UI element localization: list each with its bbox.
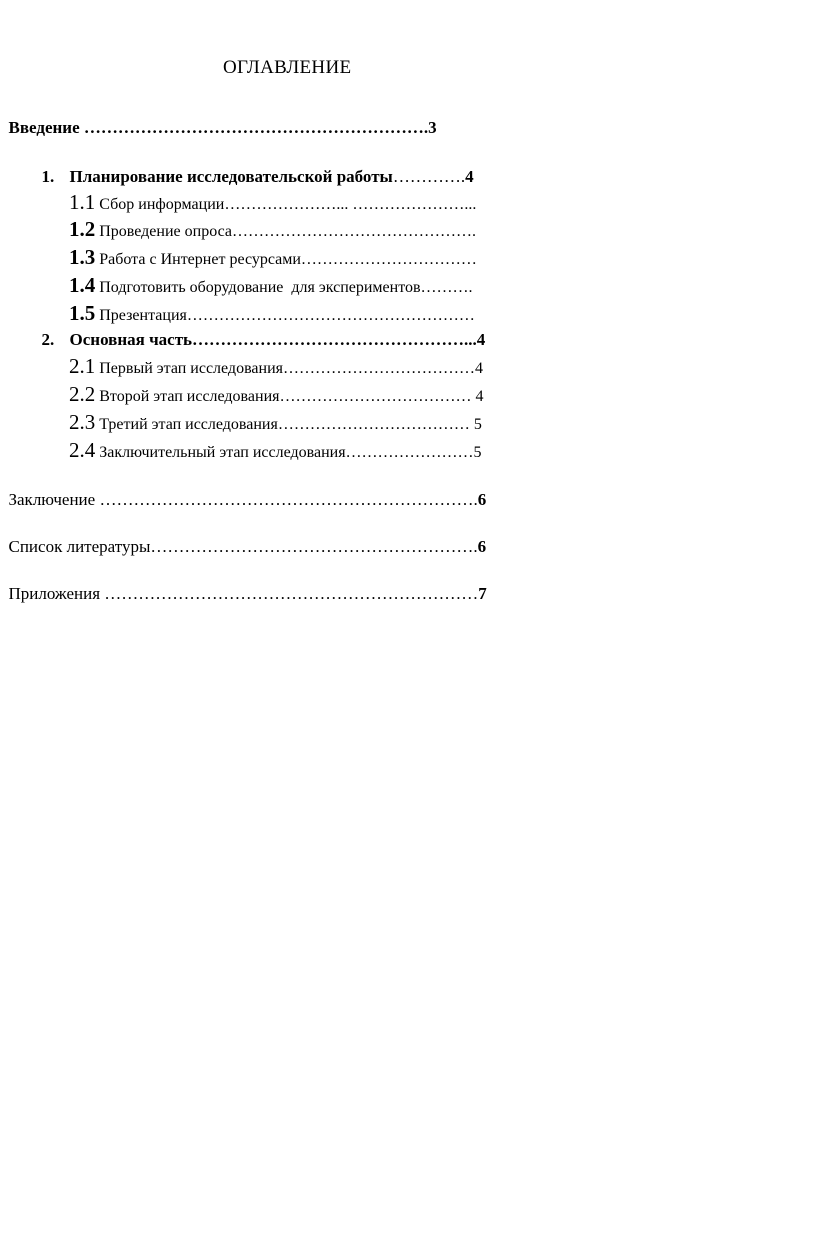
- toc-entry-appendix: [0, 568, 487, 602]
- item-page: 4: [475, 388, 484, 405]
- item-page: 5: [473, 416, 482, 433]
- section-page: 4: [476, 330, 486, 349]
- item-number: 1.5: [69, 301, 96, 325]
- toc-item-2-4: [61, 424, 482, 461]
- section-dots: ………….: [392, 167, 466, 186]
- item-number: 2.3: [69, 410, 96, 434]
- section-page: 4: [465, 167, 474, 186]
- entry-label: Список литературы: [8, 537, 151, 556]
- section-dots: …………………………………………...: [192, 330, 477, 349]
- item-dots: ……….: [420, 279, 473, 296]
- item-label: Третий этап исследования: [95, 416, 278, 433]
- item-number: 1.4: [69, 273, 96, 297]
- entry-label: Заключение: [8, 490, 100, 509]
- item-dots: ……………………………………….: [231, 223, 476, 240]
- item-number: 2.2: [69, 382, 96, 406]
- item-dots: ………………………………: [277, 416, 474, 433]
- entry-label: Введение: [8, 118, 84, 137]
- entry-page: 6: [477, 537, 487, 556]
- item-number: 1.2: [69, 217, 96, 241]
- entry-page: 7: [478, 584, 487, 603]
- item-label: Подготовить оборудование для экспериментов: [95, 279, 421, 296]
- item-dots: ……………………: [345, 444, 474, 461]
- item-dots: …………………... …………………...: [224, 196, 477, 213]
- toc-title: ОГЛАВЛЕНИЕ: [223, 57, 352, 78]
- section-number: 1.: [41, 167, 55, 186]
- item-label: Второй этап исследования: [95, 388, 280, 405]
- item-number: 2.1: [69, 354, 96, 378]
- item-page: 4: [475, 360, 483, 377]
- item-dots: ……………………………: [300, 251, 477, 268]
- entry-page: 3: [428, 118, 437, 137]
- item-label: Сбор информации: [95, 196, 225, 213]
- item-number: 2.4: [69, 438, 96, 462]
- toc-entry-conclusion: [0, 474, 486, 508]
- entry-page: 6: [477, 490, 487, 509]
- section-number: 2.: [41, 330, 55, 349]
- item-number: 1.1: [69, 190, 96, 214]
- entry-dots: …………………………………………………….: [83, 118, 429, 137]
- entry-label: Приложения: [8, 584, 105, 603]
- section-label: Планирование исследовательской работы: [69, 167, 393, 186]
- section-label: Основная часть: [69, 330, 193, 349]
- item-label: Презентация: [95, 307, 187, 324]
- item-label: Первый этап исследования: [95, 360, 283, 377]
- toc-entry-references: [0, 521, 486, 555]
- entry-dots: ………………………………………………….: [150, 537, 478, 556]
- item-number: 1.3: [69, 245, 96, 269]
- entry-dots: ………………………………………………………….: [99, 490, 478, 509]
- item-dots: ………………………………: [279, 388, 476, 405]
- item-dots: ………………………………: [283, 360, 475, 377]
- item-label: Заключительный этап исследования: [95, 444, 346, 461]
- item-page: 5: [473, 444, 482, 461]
- item-dots: ………………………………………………: [186, 307, 475, 324]
- item-label: Работа с Интернет ресурсами: [95, 251, 301, 268]
- item-label: Проведение опроса: [95, 223, 232, 240]
- entry-dots: …………………………………………………………: [104, 584, 479, 603]
- toc-entry-intro: [0, 102, 437, 136]
